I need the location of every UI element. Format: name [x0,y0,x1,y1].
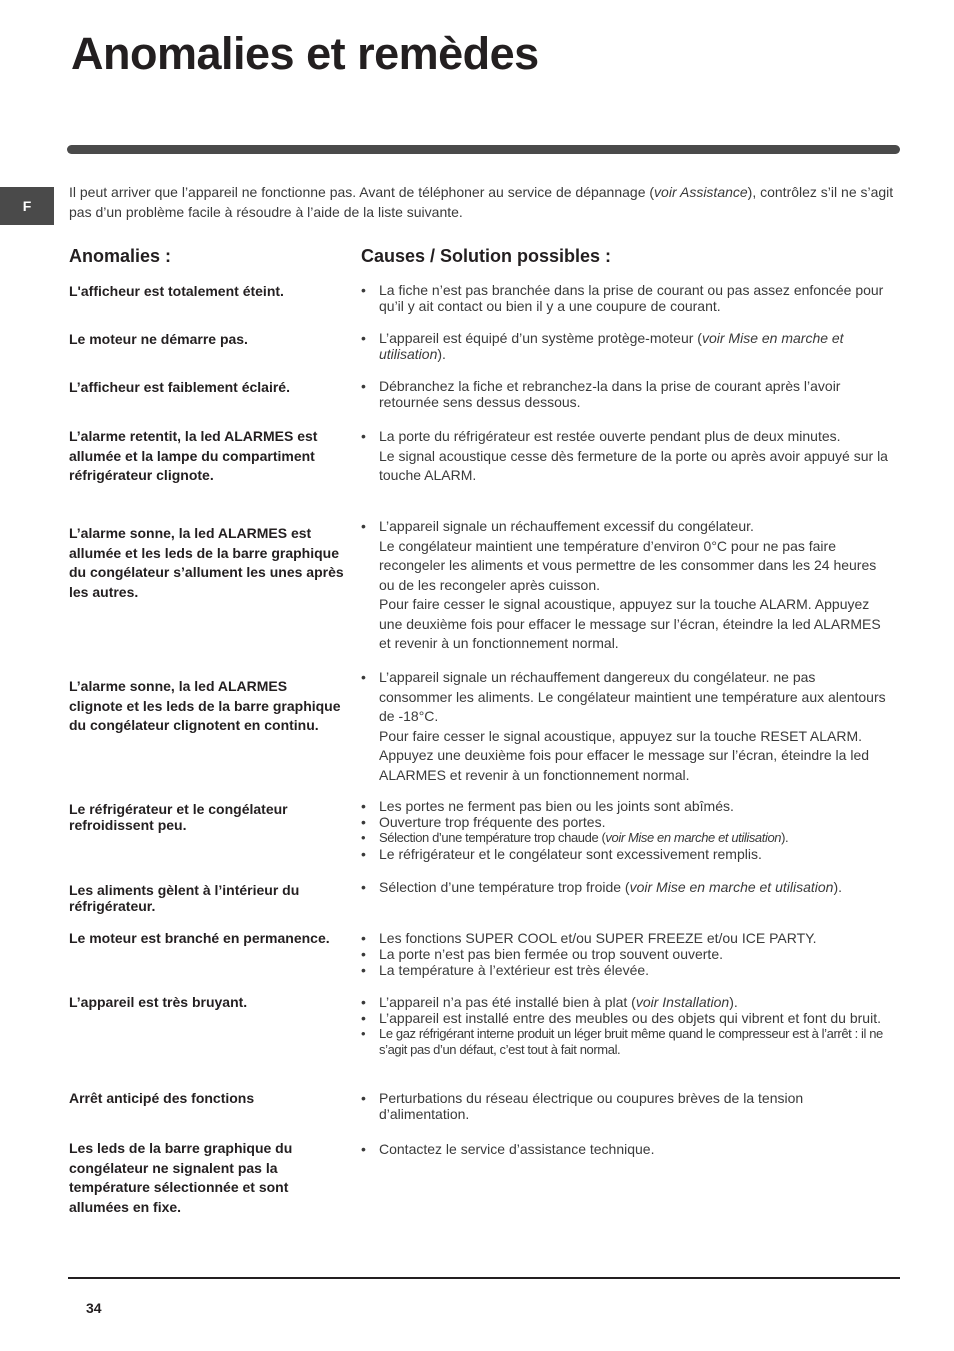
cause-item [361,282,891,314]
cause-detail: Le congélateur maintient une température d’environ 0°C pour ne pas faire recongeler les aliments et vous permettre de les consommer dans les 24 heures ou de les recongeler après cuisson. [379,537,877,593]
cause-item [361,830,891,846]
cause-item [361,879,891,895]
causes-list [361,994,891,1058]
title-divider [67,145,900,154]
cause-text: Contactez le service d’assistance technique. [379,1141,655,1157]
anomaly-text: Les aliments gèlent à l’intérieur du réfrigérateur. [69,882,300,914]
cause-item [361,994,891,1010]
causes-list [361,282,891,314]
cause-text: Les fonctions SUPER COOL et/ou SUPER FREEZE et/ou ICE PARTY. [379,930,817,946]
cause-item [361,1141,891,1157]
anomaly-text: L’alarme sonne, la led ALARMES est allumée et les leds de la barre graphique du congélateur s’allument les unes après les autres. [69,525,344,600]
cause-text: L’appareil signale un réchauffement dangereux du congélateur. ne pas consommer les aliments. Le congélateur maintient une température aux alentours de -18°C. [379,669,886,724]
intro-paragraph [69,183,895,222]
cause-text: L’appareil est équipé d’un système protège-moteur ( [379,330,702,346]
language-tab: F [0,187,54,225]
anomaly-text: L'afficheur est totalement éteint. [69,283,284,299]
cause-text: Les portes ne ferment pas bien ou les joints sont abîmés. [379,798,734,814]
causes-heading: Causes / Solution possibles : [361,246,612,266]
cause-text: La porte du réfrigérateur est restée ouverte pendant plus de deux minutes. [379,428,841,444]
causes-list [361,330,891,362]
cause-item [361,846,891,862]
cause-text-end: ). [729,994,738,1010]
footer-divider [68,1277,900,1279]
cause-reference: voir Mise en marche et utilisation [379,330,844,362]
cause-item [361,517,891,654]
cause-item [361,1090,891,1122]
anomaly-text: L’afficheur est faiblement éclairé. [69,379,290,395]
causes-list [361,879,891,895]
causes-list [361,930,891,978]
causes-list [361,668,891,785]
cause-text: Sélection d’une température trop froide ( [379,879,630,895]
anomaly-text: L’alarme sonne, la led ALARMES clignote et les leds de la barre graphique du congélateur clignotent en continu. [69,678,341,733]
cause-text: Le réfrigérateur et le congélateur sont excessivement remplis. [379,846,762,862]
anomaly-text: L’alarme retentit, la led ALARMES est allumée et la lampe du compartiment réfrigérateur clignote. [69,428,318,483]
anomaly-text: Le moteur ne démarre pas. [69,331,248,347]
cause-item [361,427,891,486]
anomaly-text: L’appareil est très bruyant. [69,994,248,1010]
cause-item [361,946,891,962]
cause-text: L’appareil n’a pas été installé bien à plat ( [379,994,636,1010]
causes-list [361,517,891,654]
cause-detail: Pour faire cesser le signal acoustique, appuyez sur la touche ALARM. Appuyez une deuxième fois pour effacer le message sur l’écran, éteindre la led ALARMES et revenir à un fonctionnement normal. [379,596,881,651]
intro-reference: voir Assistance [654,184,748,200]
cause-text: La fiche n’est pas branchée dans la prise de courant ou pas assez enfoncée pour qu’il y ait contact ou bien il y a une coupure de courant. [379,282,884,314]
intro-text: Il peut arriver que l’appareil ne fonctionne pas. Avant de téléphoner au service de dépannage ( [69,184,655,200]
causes-list [361,1141,891,1157]
cause-detail: Le signal acoustique cesse dès fermeture de la porte ou après avoir appuyé sur la touche ALARM. [379,447,888,483]
cause-text-end: ). [437,346,446,362]
cause-text: Perturbations du réseau électrique ou coupures brèves de la tension d’alimentation. [379,1090,804,1122]
cause-text: L’appareil signale un réchauffement excessif du congélateur. [379,518,754,534]
anomaly-text: Le moteur est branché en permanence. [69,930,330,946]
cause-text: Le gaz réfrigérant interne produit un léger bruit même quand le compresseur est à l’arrêt : il ne s’agit pas d’un défaut, c’est tout à fait normal. [379,1026,883,1057]
cause-text: La température à l’extérieur est très élevée. [379,962,650,978]
cause-text: Ouverture trop fréquente des portes. [379,814,606,830]
cause-item [361,962,891,978]
causes-list [361,427,891,486]
cause-text: L’appareil est installé entre des meubles ou des objets qui vibrent et font du bruit. [379,1010,881,1026]
cause-reference: voir Installation [635,994,730,1010]
cause-text-end: ). [833,879,843,895]
causes-list [361,378,891,410]
cause-item [361,1010,891,1026]
anomaly-text: Les leds de la barre graphique du congélateur ne signalent pas la température sélectionnée et sont allumées en fixe. [69,1140,293,1215]
cause-item [361,330,891,362]
cause-detail: Pour faire cesser le signal acoustique, appuyez sur la touche RESET ALARM. Appuyez une deuxième fois pour effacer le message sur l’écran, éteindre la led ALARMES et revenir à un fonctionnement normal. [379,727,870,783]
causes-list [361,798,891,862]
anomalies-heading: Anomalies : [69,246,172,266]
cause-item [361,1026,891,1058]
cause-item [361,814,891,830]
page-number: 34 [86,1300,102,1316]
cause-item [361,930,891,946]
cause-text: La porte n’est pas bien fermée ou trop souvent ouverte. [379,946,723,962]
intro-text-end: ), contrôlez s’il ne s’agit pas d’un problème facile à résoudre à l’aide de la liste suivante. [69,184,894,220]
page-title: Anomalies et remèdes [71,28,539,79]
cause-text-end: ). [781,830,789,845]
cause-reference: voir Mise en marche et utilisation [605,830,782,845]
cause-reference: voir Mise en marche et utilisation [629,879,834,895]
causes-list [361,1090,891,1122]
anomaly-text: Arrêt anticipé des fonctions [69,1090,255,1106]
anomaly-text: Le réfrigérateur et le congélateur refroidissent peu. [69,801,288,833]
cause-text: Débranchez la fiche et rebranchez-la dans la prise de courant après l’avoir retournée sens dessus dessous. [379,378,841,410]
cause-item [361,378,891,410]
cause-item [361,798,891,814]
cause-text: Sélection d’une température trop chaude ( [379,830,606,845]
cause-item [361,668,891,785]
